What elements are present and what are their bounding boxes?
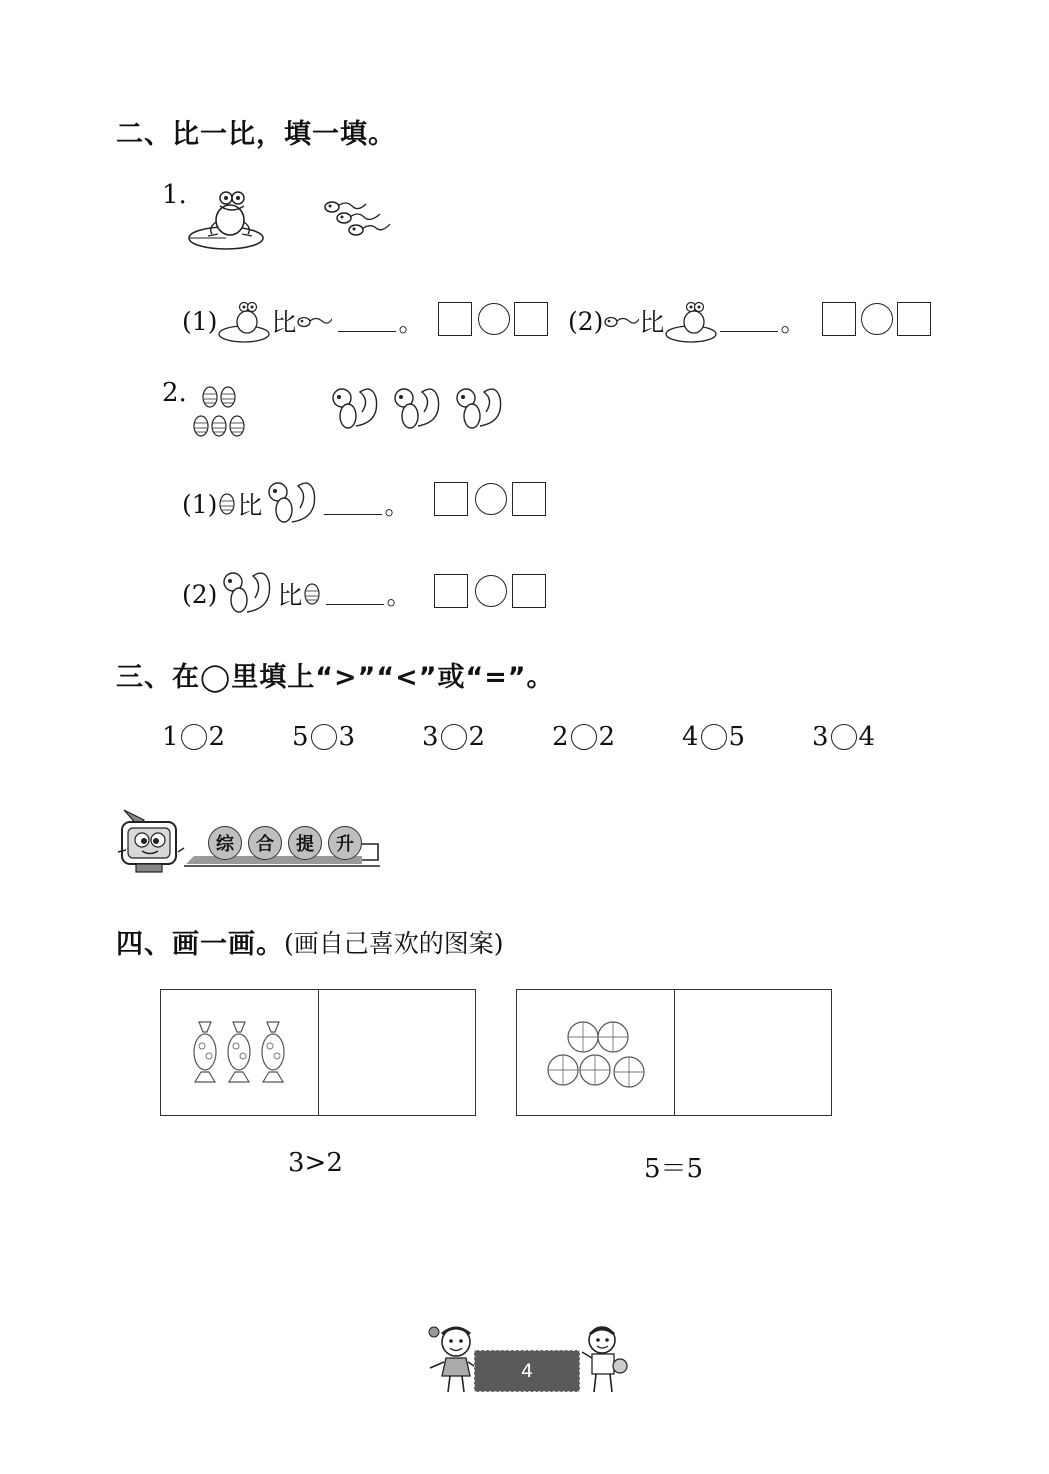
panel-1-left-cell — [161, 990, 318, 1115]
compare-circle[interactable] — [441, 724, 467, 750]
q2-sub1-box-left[interactable] — [434, 482, 468, 516]
boy-mascot-icon — [580, 1322, 630, 1394]
section-3-title: 三、在◯里填上“>”“<”或“=”。 — [116, 662, 555, 693]
question-2-label: 2. — [162, 378, 187, 408]
q2-sub1-compare-word: 比 — [237, 491, 263, 520]
pinecones-icon — [190, 384, 252, 442]
q2-sub1-number: (1) — [182, 489, 218, 519]
tadpoles-icon — [322, 190, 392, 240]
compare-right-number: 4 — [858, 722, 876, 752]
compare-item-1 — [162, 722, 225, 752]
q2-sub1-row — [182, 478, 409, 530]
compare-item-2 — [292, 722, 355, 752]
panel-1-right-cell[interactable] — [318, 990, 476, 1115]
banner-char-2: 合 — [248, 826, 282, 860]
q1-sub2-number: (2) — [568, 306, 604, 336]
compare-circle[interactable] — [701, 724, 727, 750]
banner-title — [208, 826, 362, 860]
panel-2-right-cell[interactable] — [674, 990, 832, 1115]
compare-right-number: 5 — [728, 722, 746, 752]
compare-left-number: 3 — [812, 722, 829, 752]
compare-item-6 — [812, 722, 875, 752]
q2-sub1-circle[interactable] — [475, 483, 507, 515]
q1-sub2-box-left[interactable] — [822, 302, 856, 336]
compare-circle[interactable] — [571, 724, 597, 750]
q2-sub2-box-right[interactable] — [512, 574, 546, 608]
compare-right-number: 2 — [598, 722, 616, 752]
banner-char-3: 提 — [288, 826, 322, 860]
banner-char-4: 升 — [328, 826, 362, 860]
q2-sub1-blank[interactable] — [324, 512, 382, 515]
q1-sub1-period: 。 — [398, 308, 424, 337]
q1-sub2-box-right[interactable] — [897, 302, 931, 336]
panel-2-left-cell — [517, 990, 674, 1115]
q2-sub2-row — [182, 568, 411, 620]
compare-left-number: 1 — [162, 722, 179, 752]
q1-sub2-circle[interactable] — [861, 303, 893, 335]
section-2-title: 二、比一比，填一填。 — [116, 119, 396, 150]
q1-sub1-number: (1) — [182, 306, 218, 336]
compare-left-number: 2 — [552, 722, 569, 752]
section-4-hint: (画自己喜欢的图案) — [284, 928, 504, 958]
q1-sub2-blank[interactable] — [720, 329, 778, 332]
squirrels-icon — [326, 382, 506, 438]
compare-left-number: 3 — [422, 722, 439, 752]
compare-right-number: 2 — [468, 722, 486, 752]
q2-sub2-compare-word: 比 — [277, 581, 303, 610]
basketballs-icon — [545, 1020, 649, 1092]
panel-1-caption: 3>2 — [288, 1148, 343, 1178]
tv-mascot-icon — [114, 806, 188, 878]
q2-sub1-box-right[interactable] — [512, 482, 546, 516]
q2-sub2-blank[interactable] — [326, 602, 384, 605]
candies-icon — [189, 1020, 289, 1086]
compare-item-3 — [422, 722, 485, 752]
drawing-panel-1 — [160, 989, 476, 1116]
q2-sub2-number: (2) — [182, 579, 218, 609]
q1-sub1-blank[interactable] — [338, 329, 396, 332]
compare-left-number: 5 — [292, 722, 309, 752]
q1-sub2-period: 。 — [780, 308, 806, 337]
section-4-title: 四、画一画。 — [116, 929, 284, 960]
q1-sub2-compare-word: 比 — [639, 308, 665, 337]
q1-sub1-box-right[interactable] — [514, 302, 548, 336]
tadpole-small-icon — [603, 311, 639, 331]
question-1-label: 1. — [162, 180, 187, 210]
tadpole-small-icon — [296, 311, 332, 331]
compare-circle[interactable] — [311, 724, 337, 750]
compare-item-5 — [682, 722, 745, 752]
panel-2-caption: 5＝5 — [644, 1154, 704, 1184]
drawing-panel-2 — [516, 989, 832, 1116]
compare-left-number: 4 — [682, 722, 699, 752]
page-number: 4 — [520, 1360, 534, 1382]
q1-sub1-row — [182, 298, 423, 344]
banner-char-1: 综 — [208, 826, 242, 860]
compare-circle[interactable] — [181, 724, 207, 750]
squirrel-small-icon — [262, 478, 322, 530]
section-4-title-row — [116, 922, 504, 961]
compare-circle[interactable] — [831, 724, 857, 750]
q1-sub1-compare-word: 比 — [271, 308, 297, 337]
pinecone-small-icon — [217, 490, 237, 518]
frog-small-icon — [664, 298, 718, 344]
q2-sub1-period: 。 — [384, 491, 410, 520]
frog-icon — [186, 186, 266, 252]
q1-sub1-circle[interactable] — [478, 303, 510, 335]
frog-small-icon — [217, 298, 271, 344]
pinecone-small-icon — [302, 580, 322, 608]
compare-right-number: 3 — [338, 722, 356, 752]
compare-item-4 — [552, 722, 615, 752]
page-number-banner — [474, 1350, 580, 1392]
q2-sub2-box-left[interactable] — [434, 574, 468, 608]
q1-sub1-box-left[interactable] — [438, 302, 472, 336]
compare-right-number: 2 — [208, 722, 226, 752]
q1-sub2-row — [568, 298, 805, 344]
squirrel-small-icon — [217, 568, 277, 620]
q2-sub2-period: 。 — [386, 581, 412, 610]
q2-sub2-circle[interactable] — [475, 575, 507, 607]
